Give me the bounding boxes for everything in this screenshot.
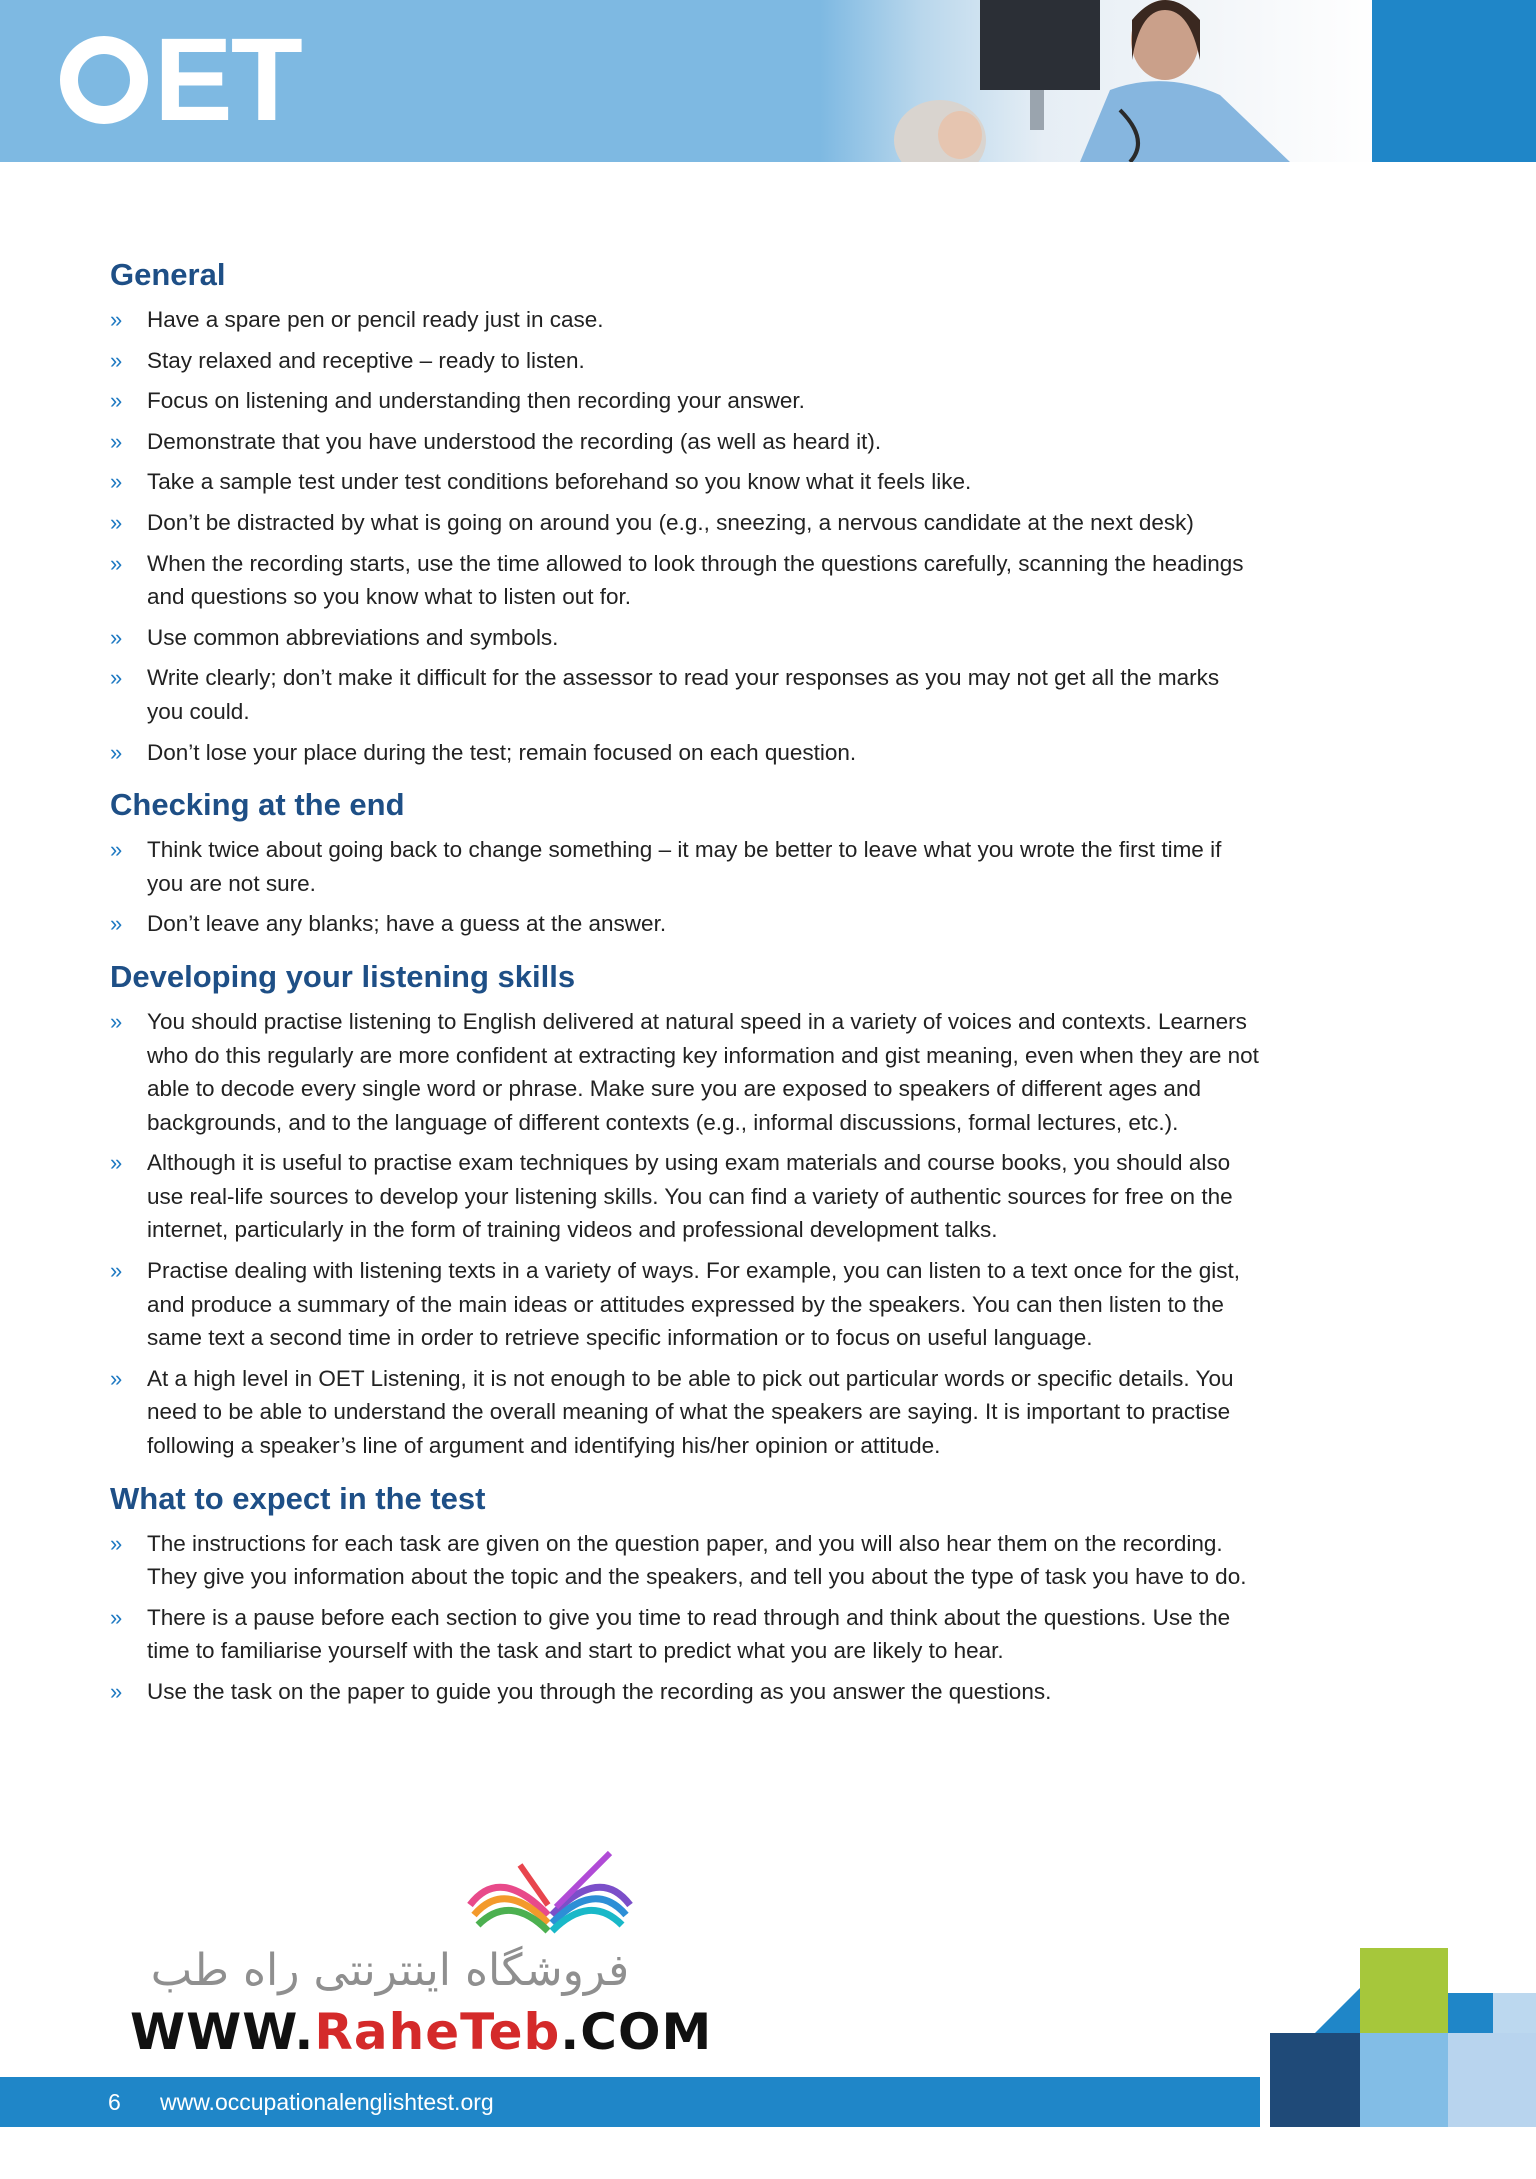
bullet-item <box>110 465 1260 499</box>
raheteb-watermark <box>130 1845 713 2065</box>
bullet-chevron-icon: » <box>110 469 123 495</box>
bullet-chevron-icon: » <box>110 307 123 332</box>
page-number: 6 <box>108 2089 121 2115</box>
section-heading: What to expect in the test <box>110 1480 486 1516</box>
bullet-item <box>110 1527 1260 1594</box>
bullet-chevron-icon: » <box>110 1008 123 1034</box>
logo-et-letters: ET <box>154 14 301 146</box>
bullet-item <box>110 1601 1260 1668</box>
bullet-chevron-icon: » <box>110 1604 123 1630</box>
bullet-text: The instructions for each task are given on the question paper, and you will also hear them on the recording. They give you information about the topic and the speakers, and tell you about the type of task you have to do. <box>147 1530 1247 1590</box>
watermark-url <box>130 2003 713 2061</box>
bullet-text: Have a spare pen or pencil ready just in case. <box>147 307 604 332</box>
bullet-chevron-icon: » <box>110 550 123 576</box>
bullet-text: Don’t lose your place during the test; remain focused on each question. <box>147 739 857 765</box>
oet-logo <box>60 14 301 146</box>
bullet-text: You should practise listening to English delivered at natural speed in a variety of voices and contexts. Learners who do this regularly are more confident at extracting key information and gist meaning, even when they are not able to decode every single word or phrase. Make sure you are exposed to speakers of different ages and backgrounds, and to the language of different contexts (e.g., informal discussions, formal lectures, etc.). <box>147 1008 1259 1135</box>
bullet-chevron-icon: » <box>110 665 123 691</box>
deco-triangle <box>1315 1988 1360 2033</box>
header-accent-square <box>1372 0 1536 162</box>
bullet-list <box>110 303 1260 769</box>
section-heading: Checking at the end <box>110 787 405 823</box>
bullet-chevron-icon: » <box>110 509 123 535</box>
section-heading: Developing your listening skills <box>110 958 576 994</box>
bullet-text: Focus on listening and understanding then recording your answer. <box>147 388 805 414</box>
bullet-item <box>110 907 1260 941</box>
deco-square-navy <box>1270 2033 1360 2127</box>
section <box>110 957 1260 1463</box>
bullet-text: Stay relaxed and receptive – ready to listen. <box>147 347 585 373</box>
bullet-item <box>110 344 1260 378</box>
bullet-chevron-icon: » <box>110 1365 123 1391</box>
bullet-chevron-icon: » <box>110 1530 123 1556</box>
deco-square-blue <box>1448 1993 1493 2033</box>
bullet-text: Although it is useful to practise exam techniques by using exam materials and course books, you should also use real-life sources to develop your listening skills. You can find a variety of authentic sources for free on the internet, particularly in the form of training videos and professional development talks. <box>147 1150 1233 1243</box>
deco-square-pale <box>1448 2033 1536 2127</box>
bullet-chevron-icon: » <box>110 1258 123 1284</box>
bullet-chevron-icon: » <box>110 911 123 937</box>
bullet-chevron-icon: » <box>110 428 123 454</box>
bullet-chevron-icon: » <box>110 1150 123 1176</box>
bullet-item <box>110 384 1260 418</box>
section <box>110 255 1260 769</box>
header-photo <box>820 0 1380 162</box>
bullet-item <box>110 833 1260 900</box>
page-header <box>0 0 1536 162</box>
bullet-chevron-icon: » <box>110 388 123 414</box>
open-book-icon <box>460 1845 640 1937</box>
logo-o-ring <box>60 36 148 124</box>
main-content <box>110 255 1260 1716</box>
bullet-text: Don’t be distracted by what is going on around you (e.g., sneezing, a nervous candidate at the next desk) <box>147 509 1194 535</box>
bullet-list <box>110 833 1260 941</box>
bullet-item <box>110 506 1260 540</box>
bullet-chevron-icon: » <box>110 1679 123 1704</box>
bullet-text: Use common abbreviations and symbols. <box>147 624 559 650</box>
deco-square-lime <box>1360 1948 1448 2033</box>
bullet-chevron-icon: » <box>110 624 123 650</box>
footer-url[interactable]: www.occupationalenglishtest.org <box>160 2089 494 2115</box>
watermark-url-brand: RaheTeb <box>314 2003 561 2061</box>
bullet-item <box>110 1005 1260 1139</box>
bullet-text: When the recording starts, use the time allowed to look through the questions carefully, scanning the headings and questions so you know what to listen out for. <box>147 550 1244 610</box>
section-heading: General <box>110 257 226 292</box>
bullet-text: There is a pause before each section to give you time to read through and think about the questions. Use the time to familiarise yourself with the task and start to predict what you are likely to hear. <box>147 1604 1231 1664</box>
bullet-item <box>110 1362 1260 1463</box>
monitor-shape <box>980 0 1100 90</box>
nurse-patient-photo <box>820 0 1380 162</box>
watermark-url-prefix: WWW. <box>130 2003 315 2061</box>
bullet-text: At a high level in OET Listening, it is not enough to be able to pick out particular words or specific details. You need to be able to understand the overall meaning of what the speakers are saying. It is important to practise following a speaker’s line of argument and identifying his/her opinion or attitude. <box>147 1365 1234 1459</box>
bullet-chevron-icon: » <box>110 837 123 863</box>
watermark-url-suffix: .COM <box>560 2003 713 2061</box>
bullet-item <box>110 661 1260 728</box>
deco-square-light <box>1493 1993 1536 2033</box>
bullet-text: Demonstrate that you have understood the recording (as well as heard it). <box>147 428 882 454</box>
bullet-item <box>110 1675 1260 1709</box>
section <box>110 1479 1260 1709</box>
bullet-text: Use the task on the paper to guide you through the recording as you answer the questions. <box>147 1679 1052 1704</box>
section <box>110 785 1260 941</box>
bullet-text: Don’t leave any blanks; have a guess at the answer. <box>147 911 667 937</box>
bullet-item <box>110 621 1260 655</box>
bullet-item <box>110 1146 1260 1247</box>
bullet-list <box>110 1005 1260 1463</box>
bullet-list <box>110 1527 1260 1709</box>
deco-square-sky <box>1360 2033 1448 2127</box>
bullet-text: Take a sample test under test conditions beforehand so you know what it feels like. <box>147 469 972 495</box>
bullet-text: Think twice about going back to change something – it may be better to leave what you wrote the first time if you are not sure. <box>147 837 1222 896</box>
bullet-chevron-icon: » <box>110 347 123 373</box>
bullet-text: Practise dealing with listening texts in a variety of ways. For example, you can listen to a text once for the gist, and produce a summary of the main ideas or attitudes expressed by the speakers. You can then listen to the same text a second time in order to retrieve specific information or to focus on useful language. <box>147 1258 1241 1351</box>
bullet-item <box>110 1254 1260 1355</box>
bullet-item <box>110 303 1260 337</box>
bullet-item <box>110 547 1260 614</box>
bullet-text: Write clearly; don’t make it difficult for the assessor to read your responses as you may not get all the marks you could. <box>147 665 1220 724</box>
bullet-chevron-icon: » <box>110 739 123 765</box>
bullet-item <box>110 425 1260 459</box>
bullet-item <box>110 736 1260 770</box>
watermark-persian-text: فروشگاه اینترنتی راه طب <box>150 1945 630 1996</box>
